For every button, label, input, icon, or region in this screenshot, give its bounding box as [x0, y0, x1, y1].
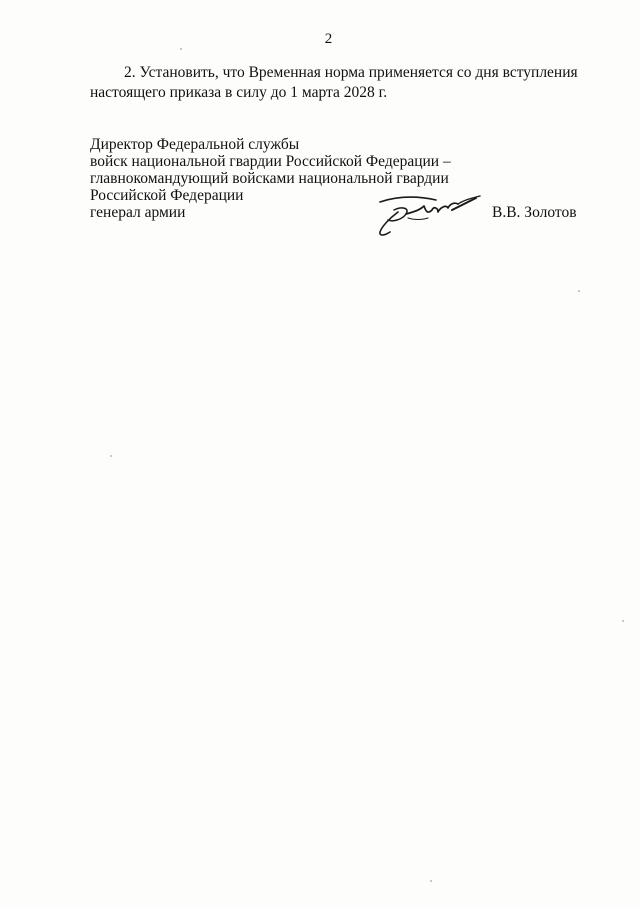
scan-artifact [180, 48, 182, 50]
signer-name: В.В. Золотов [492, 204, 577, 221]
signatory-title-line: Директор Федеральной службы [90, 136, 300, 153]
signatory-title-line: Российской Федерации [90, 187, 244, 204]
scan-artifact [110, 455, 112, 457]
signatory-rank-line: генерал армии [90, 204, 186, 221]
paragraph-line-1: 2. Установить, что Временная норма применяется со дня вступления [124, 64, 578, 81]
signatory-title-line: главнокомандующий войсками национальной гвардии [90, 170, 449, 187]
page-number: 2 [324, 31, 333, 47]
body-paragraph [90, 63, 582, 103]
signatory-title-line: войск национальной гвардии Российской Федерации – [90, 153, 451, 170]
scan-artifact [622, 620, 624, 622]
handwritten-signature [368, 190, 486, 238]
scan-artifact [430, 880, 432, 882]
scan-artifact [578, 290, 580, 292]
paragraph-line-2: настоящего приказа в силу до 1 марта 2028 г. [90, 84, 388, 101]
